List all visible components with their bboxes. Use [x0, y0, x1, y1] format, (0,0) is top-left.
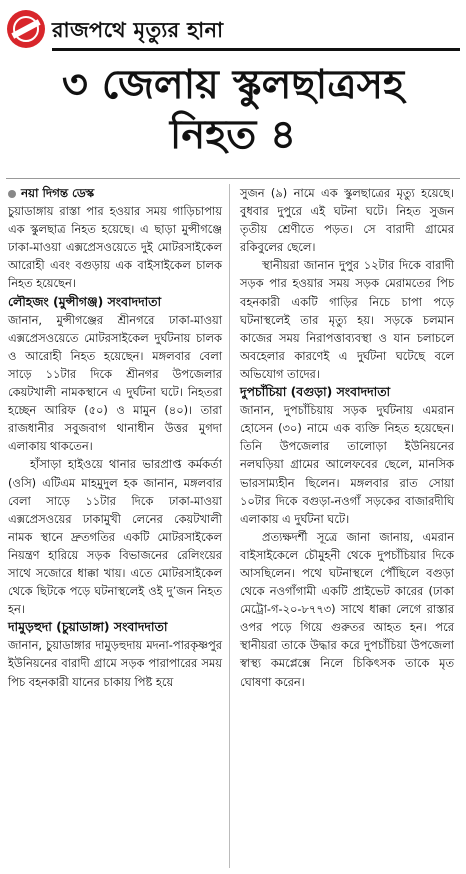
desk-credit	[8, 184, 222, 202]
headline	[0, 60, 466, 160]
headline-rule	[6, 178, 460, 179]
intro-paragraph: চুয়াডাঙ্গায় রাস্তা পার হওয়ার সময় গাড়িচাপায় এক স্কুলছাত্র নিহত হয়েছে। এ ছাড়া মুন্সীগঞ্জে ঢাকা-মাওয়া এক্সপ্রেসওয়েতে দুই মোটরসাইকেল আরোহী এবং বগুড়ায় এক বাইসাইকেল চালক নিহত হয়েছেন।	[8, 204, 222, 291]
paragraph: সুজন (৯) নামে এক স্কুলছাত্রের মৃত্যু হয়েছে। বুধবার দুপুরে এই ঘটনা ঘটে। নিহত সুজন তৃতীয় শ্রেণীতে পড়ত। সে বারাদী গ্রামের রকিবুলের ছেলে।	[240, 186, 454, 255]
byline-dupchanchia: দুপচাঁচিয়া (বগুড়া) সংবাদদাতা	[240, 384, 391, 400]
section-header	[0, 0, 466, 52]
section-label: রাজপথে মৃত্যুর হানা	[52, 18, 224, 42]
column-divider	[229, 184, 230, 868]
paragraph: জানান, চুয়াডাঙ্গার দামুড়হুদায় মদনা-পারকৃষ্ণপুর ইউনিয়নের বারাদী গ্রামে সড়ক পারাপারের সময় পিচ বহনকারী যানের চাকায় পিষ্ট হয়ে	[8, 638, 222, 689]
no-entry-logo-icon	[7, 10, 45, 48]
byline-damurhuda: দামুড়হুদা (চুয়াডাঙ্গা) সংবাদদাতা	[8, 619, 168, 635]
headline-line-1: ৩ জেলায় স্কুলছাত্রসহ	[61, 61, 405, 108]
article-column-right	[240, 184, 454, 691]
desk-credit-text: নয়া দিগন্ত ডেস্ক	[21, 186, 95, 200]
paragraph: জানান, মুন্সীগঞ্জের শ্রীনগরে ঢাকা-মাওয়া এক্সপ্রেসওয়েতে মোটরসাইকেল দুর্ঘটনায় চালক ও আরোহী নিহত হয়েছেন। মঙ্গলবার বেলা সাড়ে ১১টার দিকে শ্রীনগর উপজেলার কেয়টখালী নামকস্থানে এ দুর্ঘটনা ঘটে। নিহতরা হচ্ছেন আরিফ (৫০) ও মামুন (৪০)। তারা রাজধানীর সবুজবাগ থানাধীন উত্তর মুগদা এলাকায় থাকতেন।	[8, 312, 222, 454]
header-rule	[52, 48, 460, 51]
byline-louhajang: লৌহজং (মুন্সীগঞ্জ) সংবাদদাতা	[8, 293, 162, 309]
bullet-icon	[8, 190, 16, 198]
paragraph: স্থানীয়রা জানান দুপুর ১২টার দিকে বারাদী সড়ক পার হওয়ার সময় সড়ক মেরামতের পিচ বহনকারী একটি গাড়ির নিচে চাপা পড়ে ঘটনাস্থলেই তার মৃত্যু হয়। সড়কে চলমান কাজের সময় নিরাপত্তাব্যবস্থা ও যান চলাচলে অবহেলার কারণেই এ দুর্ঘটনা ঘটেছে বলে অভিযোগ তাদের।	[240, 258, 454, 381]
paragraph: প্রত্যক্ষদর্শী সূত্রে জানা জানায়, এমরান বাইসাইকেলে চৌমুহনী থেকে দুপচাঁচিয়ার দিকে আসছিলেন। পথে ঘটনাস্থলে পৌঁছিলে বগুড়া থেকে নওগাঁগামী একটি প্রাইভেট কারের (ঢাকা মেট্রো-গ-২০-৮৭৭৩) সাথে ধাক্কা লেগে রাস্তার ওপর পড়ে গিয়ে গুরুতর আহত হন। পরে স্থানীয়রা তাকে উদ্ধার করে দুপচাঁচিয়া উপজেলা স্বাস্থ্য কমপ্লেক্সে নিলে চিকিৎসক তাকে মৃত ঘোষণা করেন।	[240, 529, 454, 689]
paragraph: জানান, দুপচাঁচিয়ায় সড়ক দুর্ঘটনায় এমরান হোসেন (৩০) নামে এক ব্যক্তি নিহত হয়েছেন। তিনি উপজেলার তালোড়া ইউনিয়নের নলঘড়িয়া গ্রামের আলেফবের ছেলে, মানসিক ভারসাম্যহীন ছিলেন। মঙ্গলবার রাত সোয়া ১০টার দিকে বগুড়া-নওগাঁ সড়কের বাজারদীঘি এলাকায় এ দুর্ঘটনা ঘটে।	[240, 403, 454, 526]
article-column-left	[8, 184, 222, 691]
paragraph: হাঁসাড়া হাইওয়ে থানার ভারপ্রাপ্ত কর্মকর্তা (ওসি) এটিএম মাহমুদুল হক জানান, মঙ্গলবার বেলা সাড়ে ১১টার দিকে ঢাকা-মাওয়া এক্সপ্রেসওয়ের ঢাকামুখী লেনের কেয়টখালী নামক স্থানে দ্রুতগতির একটি মোটরসাইকেল নিয়ন্ত্রণ হারিয়ে সড়ক বিভাজনের রেলিংয়ের সাথে সজোরে ধাক্কা খায়। এতে মোটরসাইকেল থেকে ছিটকে পড়ে ঘটনাস্থলেই ওই দু’জন নিহত হন।	[8, 457, 222, 617]
headline-line-2: নিহত ৪	[169, 111, 297, 158]
